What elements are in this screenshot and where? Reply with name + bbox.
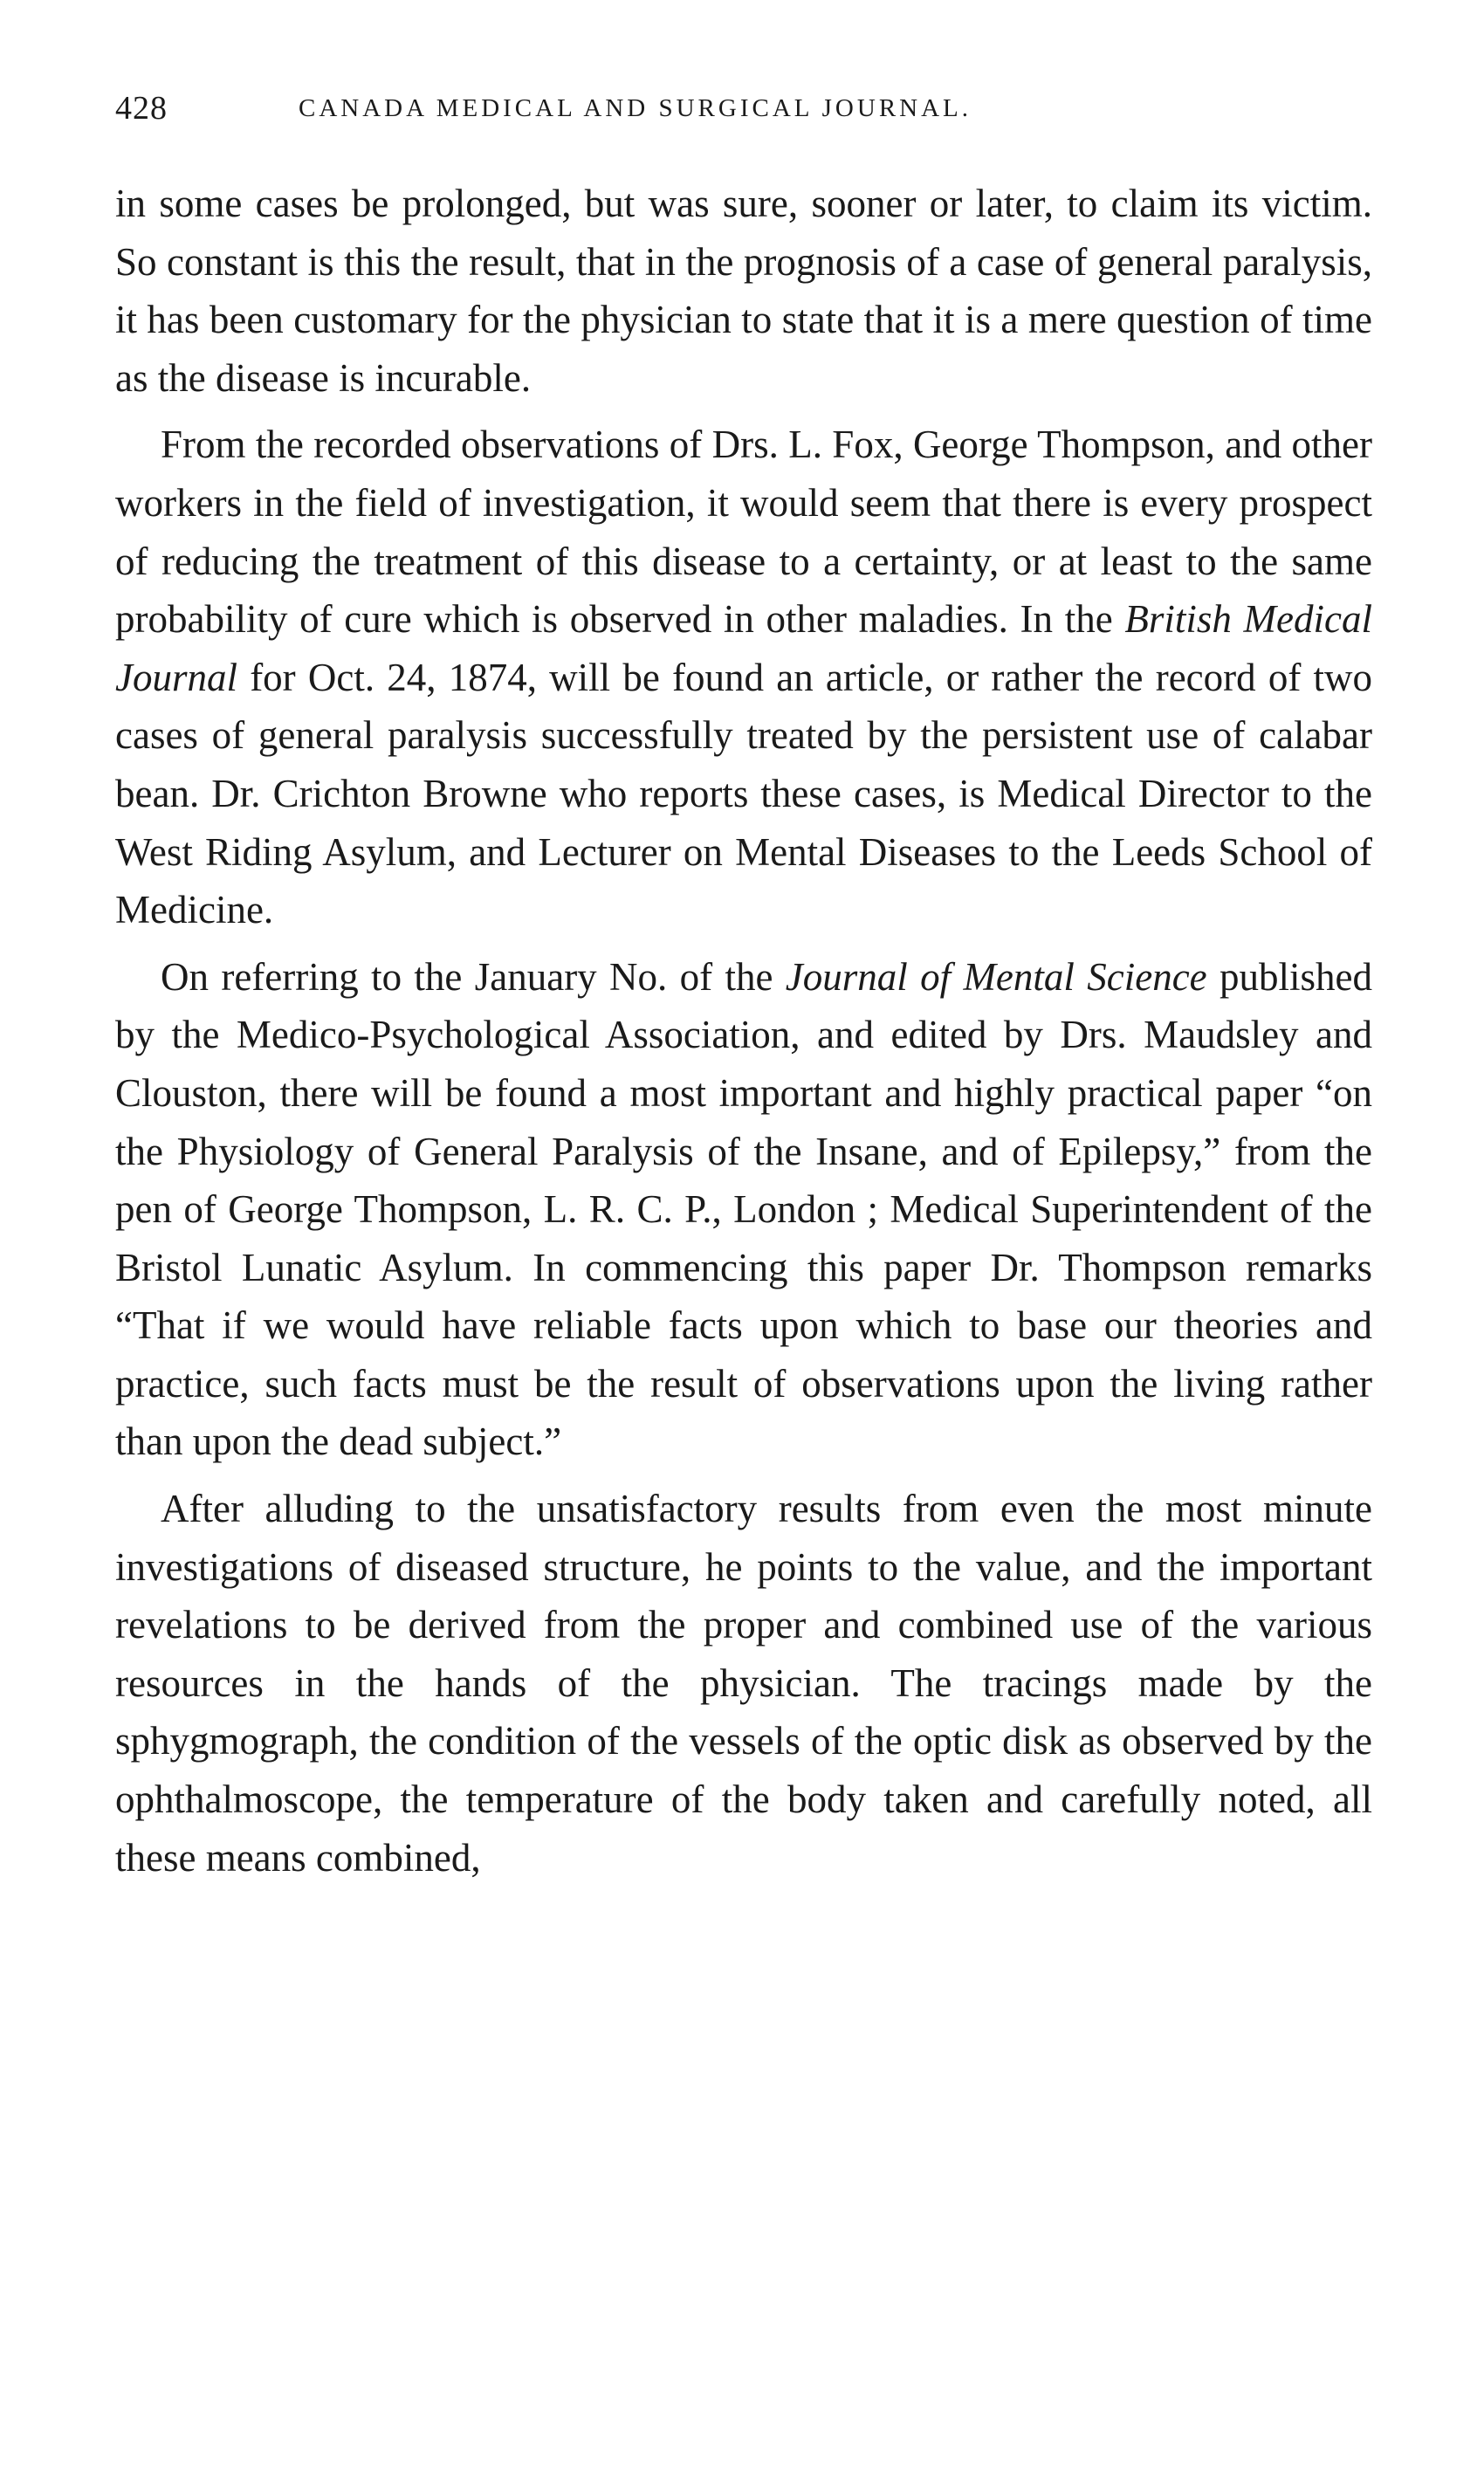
- paragraph-3-text-after: published by the Medico-Psychological Association, and edited by Drs. Maudsley and Clouston, there will be found a most important and highly practical paper “on the Physiology of General Paralysis of the Insane, and of Epilepsy,” from the pen of George Thompson, L. R. C. P., London ; Medical Superintendent of the Bristol Lunatic Asylum. In commencing this paper Dr. Thompson remarks “That if we would have reliable facts upon which to base our theories and practice, such facts must be the result of observations upon the living rather than upon the dead subject.”: [115, 954, 1372, 1464]
- document-page: [115, 0, 1372, 2468]
- journal-citation-british-medical-journal: British Medical Journal: [115, 597, 1372, 699]
- paragraph-2: [115, 416, 1372, 938]
- running-head: [115, 86, 1372, 138]
- paragraph-3-text-before: On referring to the January No. of the: [161, 954, 786, 999]
- journal-citation-journal-of-mental-science: Journal of Mental Science: [785, 954, 1207, 999]
- paragraph-1: in some cases be prolonged, but was sure, sooner or later, to claim its victim. So constant is this the result, that in the prognosis of a case of general paralysis, it has been customary for the physician to state that it is a mere question of time as the disease is incurable.: [115, 182, 1372, 400]
- paragraph-4: After alluding to the unsatisfactory results from even the most minute investigations of diseased structure, he points to the value, and the important revelations to be derived from the proper and combined use of the various resources in the hands of the physician. The tracings made by the sphygmograph, the condition of the vessels of the optic disk as observed by the ophthalmoscope, the temperature of the body taken and carefully noted, all these means combined,: [115, 1487, 1372, 1880]
- paragraph-3: [115, 948, 1372, 1471]
- page-number: 428: [115, 90, 168, 127]
- paragraph-2-text-before: From the recorded observations of Drs. L. Fox, George Thompson, and other workers in the field of investigation, it would seem that there is every prospect of reducing the treatment of this disease to a certainty, or at least to the same probability of cure which is observed in other maladies. In the: [115, 423, 1372, 642]
- journal-title: CANADA MEDICAL AND SURGICAL JOURNAL.: [299, 94, 972, 122]
- body-text: [115, 175, 1372, 1895]
- paragraph-2-text-after: for Oct. 24, 1874, will be found an article, or rather the record of two cases of general paralysis successfully treated by the persistent use of calabar bean. Dr. Crichton Browne who reports these cases, is Medical Director to the West Riding Asylum, and Lecturer on Mental Diseases to the Leeds School of Medicine.: [115, 655, 1372, 932]
